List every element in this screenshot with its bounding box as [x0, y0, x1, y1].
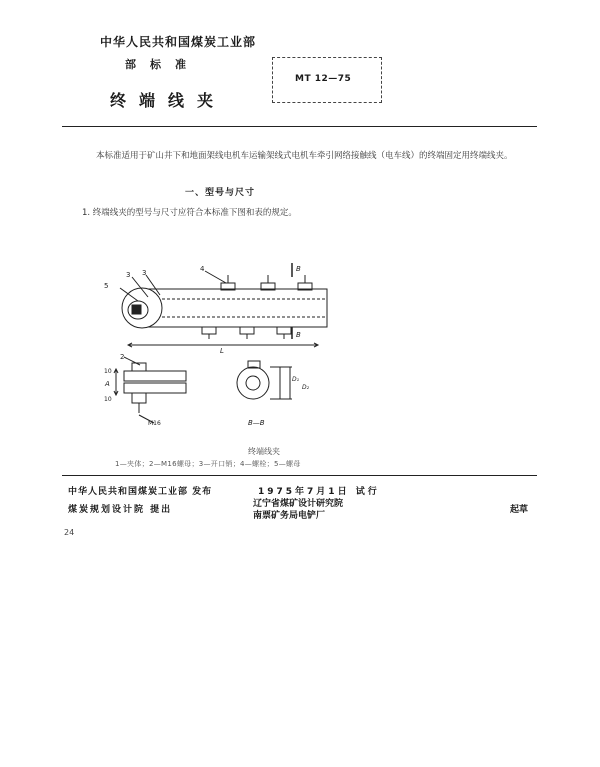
- effective-date: 1975年7月1日 试行: [258, 487, 380, 497]
- label-section-b-top: B: [296, 265, 301, 273]
- issuer-line: 中华人民共和国煤炭工业部 发布: [68, 487, 213, 497]
- page-number: 24: [64, 528, 75, 537]
- label-thread-m16: M16: [148, 420, 161, 427]
- label-diameter-d2: D₂: [302, 384, 310, 391]
- label-part-2: 2: [120, 353, 125, 361]
- label-dim-10-top: 10: [104, 368, 112, 375]
- label-section-b-bottom: B: [296, 331, 301, 339]
- drafter-1: 辽宁省煤矿设计研究院: [253, 499, 344, 509]
- label-part-4: 4: [200, 265, 205, 273]
- clause-1: 1. 终端线夹的型号与尺寸应符合本标准下图和表的规定。: [82, 208, 297, 218]
- issuing-ministry: 中华人民共和国煤炭工业部: [100, 35, 257, 49]
- label-diameter-d1: D₁: [292, 376, 300, 383]
- section-view: [237, 361, 292, 399]
- label-part-3b: 3: [142, 269, 147, 277]
- figure-caption: 终端线夹: [248, 447, 280, 456]
- intro-paragraph: 本标准适用于矿山井下和地面架线电机车运输架线式电机车牵引网络接触线（电车线）的终端固定用终端线夹。: [96, 151, 513, 161]
- standard-code: MT 12—75: [295, 74, 352, 84]
- proposer-line: 煤炭规划设计院 提出: [68, 505, 173, 515]
- drafted-label: 起草: [510, 505, 529, 515]
- label-dimension-a: A: [105, 380, 110, 388]
- standard-category: 部标准: [125, 58, 200, 71]
- footer-rule: [62, 475, 537, 476]
- label-part-3a: 3: [126, 271, 131, 279]
- drafter-2: 南票矿务局电铲厂: [253, 511, 326, 521]
- label-dim-10-bottom: 10: [104, 396, 112, 403]
- drafting-units: [253, 498, 343, 522]
- side-view: [114, 357, 186, 423]
- label-length-l: L: [220, 347, 224, 355]
- label-part-5: 5: [104, 282, 109, 290]
- figure-parts-list: 1—夹体；2—M16螺母；3—开口销；4—螺栓；5—螺母: [115, 460, 301, 468]
- clamp-drawing: [80, 255, 340, 440]
- document-title: 终端线夹: [110, 91, 227, 110]
- header-rule: [62, 126, 537, 127]
- section-heading: 一、型号与尺寸: [185, 188, 256, 198]
- label-section-bb: B—B: [248, 419, 265, 427]
